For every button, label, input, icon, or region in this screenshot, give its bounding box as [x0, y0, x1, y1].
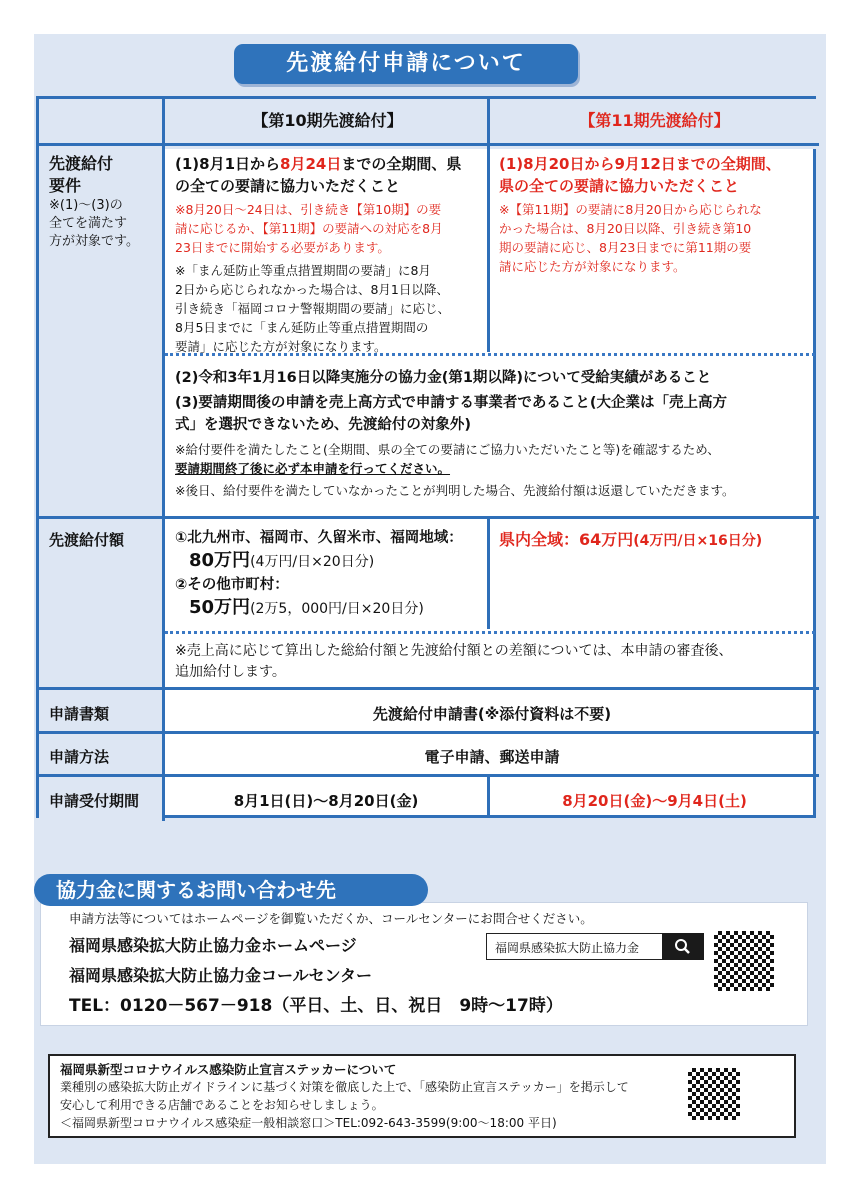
- req10-note: 請に応じるか、【第11期】の要請への対応を8月: [175, 221, 443, 236]
- req10-note: 8月5日までに「まん延防止等重点措置期間の: [175, 320, 429, 335]
- amount11-value: 県内全域：64万円: [499, 530, 634, 549]
- req3-text: 式」を選択できないため、先渡給付の対象外): [175, 417, 472, 433]
- divider: [487, 519, 490, 629]
- divider: [39, 516, 819, 519]
- search-button[interactable]: [662, 933, 704, 960]
- docs-label: 申請書類: [49, 705, 110, 723]
- sticker-box: [48, 1054, 796, 1138]
- req11-note: ※【第11期】の要請に8月20日から応じられな: [499, 202, 762, 217]
- amount10-value: 80万円: [189, 550, 251, 571]
- amount10-area: ①北九州市、福岡市、久留米市、福岡地域：: [175, 530, 463, 546]
- qr-code-icon[interactable]: [714, 931, 774, 991]
- req11-text: 県の全ての要請に協力いただくこと: [499, 177, 740, 195]
- search-text: 福岡県感染拡大防止協力金: [495, 941, 640, 955]
- col10-header: 【第10期先渡給付】: [252, 111, 403, 130]
- amount11-block: [499, 529, 815, 552]
- req10-deadline: 8月24日: [280, 155, 342, 173]
- shared-note: ※後日、給付要件を満たしていなかったことが判明した場合、先渡給付額は返還していただきます。: [175, 483, 735, 498]
- shared-requirements: [175, 367, 815, 500]
- req10-note: 引き続き「福岡コロナ警報期間の要請」に応じ、: [175, 301, 451, 316]
- docs-value: 先渡給付申請書(※添付資料は不要): [372, 705, 612, 723]
- shared-note: ※給付要件を満たしたこと(全期間、県の全ての要請にご協力いただいたこと等)を確認するため、: [175, 442, 720, 457]
- qr-code-icon[interactable]: [688, 1068, 740, 1120]
- divider: [39, 774, 819, 777]
- sticker-line: 安心して利用できる店舗であることをお知らせしましょう。: [60, 1098, 384, 1112]
- req10-note: 要請」に応じた方が対象になります。: [175, 339, 387, 354]
- divider: [39, 143, 819, 146]
- req10-block: [175, 153, 485, 356]
- homepage-search-box[interactable]: [486, 933, 704, 960]
- requirements-note: 方が対象です。: [49, 234, 139, 249]
- amount10-area: ②その他市町村：: [175, 577, 289, 593]
- col11-header-cell: [490, 99, 819, 149]
- amount-label: 先渡給付額: [49, 531, 125, 549]
- method-label: 申請方法: [49, 748, 110, 766]
- divider: [39, 731, 819, 734]
- contact-intro: 申請方法等についてはホームページを御覧いただくか、コールセンターにお問合せください。: [69, 911, 593, 926]
- amount10-value: 50万円: [189, 597, 251, 618]
- amount-note-line: 追加給付します。: [175, 664, 286, 680]
- req11-text: (1)8月20日から9月12日までの全期間、: [499, 155, 781, 173]
- req10-text: の全ての要請に協力いただくこと: [175, 177, 401, 195]
- benefit-table: [36, 96, 816, 818]
- req11-note: 期の要請に応じ、8月23日までに第11期の要: [499, 240, 752, 255]
- divider: [39, 687, 819, 690]
- amount-note: [175, 641, 815, 683]
- shared-note-emphasis: 要請期間終了後に必ず本申請を行ってください。: [175, 461, 451, 476]
- callcenter-name: 福岡県感染拡大防止協力金コールセンター: [69, 966, 373, 985]
- corner-cell: [39, 99, 165, 149]
- req3-text: (3)要請期間後の申請を売上高方式で申請する事業者であること(大企業は「売上高方: [175, 395, 727, 411]
- req10-text: (1)8月1日から: [175, 155, 281, 173]
- contact-box: [40, 902, 808, 1026]
- homepage-name: 福岡県感染拡大防止協力金ホームページ: [69, 936, 357, 955]
- sticker-title: 福岡県新型コロナウイルス感染防止宣言ステッカーについて: [60, 1062, 397, 1077]
- req11-block: [499, 153, 815, 276]
- divider: [487, 99, 490, 352]
- req10-note: ※8月20日～24日は、引き続き【第10期】の要: [175, 202, 442, 217]
- req11-note: かった場合は、8月20日以降、引き続き第10: [499, 221, 752, 236]
- method-value: 電子申請、郵送申請: [424, 748, 560, 766]
- amount11-detail: (4万円/日×16日分): [633, 533, 763, 549]
- sticker-contact: ＜福岡県新型コロナウイルス感染症一般相談窓口＞TEL:092-643-3599(9:00～18:00 平日): [60, 1116, 557, 1130]
- sticker-line: 業種別の感染拡大防止ガイドラインに基づく対策を徹底した上で、「感染防止宣言ステッカー」を掲示して: [60, 1080, 629, 1094]
- period10-value: 8月1日(日)～8月20日(金): [233, 792, 419, 810]
- requirements-label: [49, 153, 161, 251]
- amount10-block: [175, 527, 485, 621]
- period11-value: 8月20日(金)～9月4日(土): [562, 792, 747, 810]
- req10-text: までの全期間、県: [341, 155, 462, 173]
- period-label: 申請受付期間: [49, 792, 140, 810]
- requirements-note: ※(1)～(3)の: [49, 198, 123, 213]
- dotted-divider: [165, 631, 815, 634]
- requirements-label-line: 要件: [49, 176, 82, 195]
- req10-note: 2日から応じられなかった場合は、8月1日以降、: [175, 282, 449, 297]
- col11-header: 【第11期先渡給付】: [579, 111, 730, 130]
- req10-note: ※「まん延防止等重点措置期間の要請」に8月: [175, 263, 431, 278]
- req11-note: 請に応じた方が対象になります。: [499, 259, 686, 274]
- requirements-note: 全てを満たす: [49, 216, 128, 231]
- req2-text: (2)令和3年1月16日以降実施分の協力金(第1期以降)について受給実績があること: [175, 370, 712, 386]
- contact-heading: 協力金に関するお問い合わせ先: [34, 874, 428, 906]
- amount10-detail: (2万5，000円/日×20日分): [250, 601, 424, 617]
- search-icon: [662, 933, 704, 960]
- callcenter-tel: TEL：0120－567－918（平日、土、日、祝日 9時～17時）: [69, 996, 563, 1016]
- requirements-label-line: 先渡給付: [49, 154, 114, 173]
- amount-note-line: ※売上高に応じて算出した総給付額と先渡給付額との差額については、本申請の審査後、: [175, 643, 733, 659]
- col10-header-cell: [165, 99, 490, 149]
- req10-note: 23日までに開始する必要があります。: [175, 240, 390, 255]
- page-title: 先渡給付申請について: [234, 44, 578, 84]
- amount10-detail: (4万円/日×20日分): [250, 554, 375, 570]
